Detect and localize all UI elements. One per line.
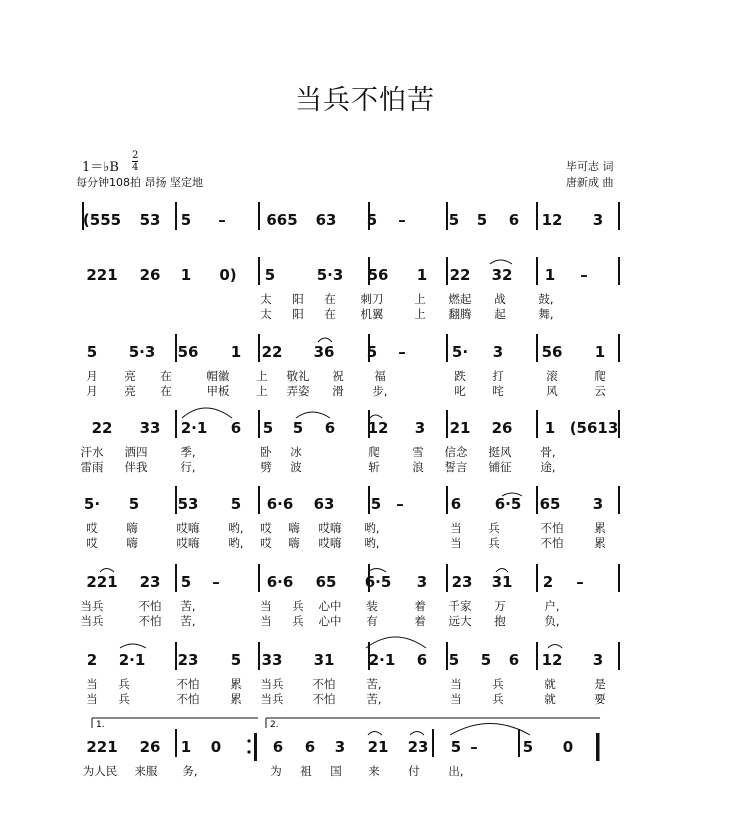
- lyric-verse2: 负,: [544, 614, 560, 628]
- note: 31: [491, 573, 513, 591]
- note: 6·5: [494, 495, 522, 513]
- note: 23: [177, 651, 199, 669]
- lyric-verse2: 滑: [332, 384, 344, 398]
- lyric-verse2: 嗨: [126, 536, 138, 550]
- lyric-verse2: 月: [86, 384, 98, 398]
- lyric-verse2: 咤: [492, 384, 504, 398]
- lyric-verse2: 着: [414, 614, 426, 628]
- lyric-verse1: 打: [492, 369, 504, 383]
- note: –: [470, 738, 478, 756]
- lyric-verse1: 帽徽: [206, 369, 230, 383]
- barline: [446, 564, 448, 592]
- note: 36: [313, 343, 335, 361]
- note: 5: [180, 573, 192, 591]
- lyric-verse1: 来: [368, 764, 380, 778]
- slur: [182, 408, 232, 418]
- score-row: [0, 494, 730, 514]
- score-row: [0, 572, 730, 592]
- note: 33: [261, 651, 283, 669]
- note: 65: [315, 573, 337, 591]
- lyric-verse1: 哎嗨: [318, 521, 342, 535]
- composer-credit: 唐新成 曲: [566, 176, 614, 189]
- lyric-verse1: 祝: [332, 369, 344, 383]
- lyric-verse1: 苦,: [366, 677, 382, 691]
- note: 5: [480, 651, 492, 669]
- lyric-verse1: 当: [450, 521, 462, 535]
- note: 6·5: [364, 573, 392, 591]
- lyric-verse2: 上: [414, 307, 426, 321]
- note: 33: [139, 419, 161, 437]
- lyric-verse1: 爬: [368, 445, 380, 459]
- note: –: [580, 266, 588, 284]
- note: 5: [262, 419, 274, 437]
- barline: [258, 257, 260, 285]
- note: –: [576, 573, 584, 591]
- lyric-verse1: 亮: [124, 369, 136, 383]
- note: 63: [313, 495, 335, 513]
- note: –: [398, 211, 406, 229]
- lyric-verse2: 机翼: [360, 307, 384, 321]
- score-row: [0, 210, 730, 230]
- lyric-verse1: 当: [260, 599, 272, 613]
- lyric-verse1: 出,: [448, 764, 464, 778]
- note: 6: [508, 211, 520, 229]
- note: 5: [86, 343, 98, 361]
- lyric-verse2: 当: [450, 536, 462, 550]
- barline: [618, 642, 620, 670]
- lyric-verse1: 就: [544, 677, 556, 691]
- lyric-verse2: 苦,: [366, 692, 382, 706]
- lyric-verse2: 哎: [260, 536, 272, 550]
- barline: [258, 334, 260, 362]
- lyric-verse2: 弄姿: [286, 384, 310, 398]
- lyric-verse2: 不怕: [540, 536, 564, 550]
- lyric-verse1: 鼓,: [538, 292, 554, 306]
- barline: [536, 642, 538, 670]
- barline: [175, 564, 177, 592]
- note: 5: [448, 651, 460, 669]
- barline: [518, 729, 520, 757]
- note: 32: [491, 266, 513, 284]
- note: 1: [544, 419, 556, 437]
- lyric-verse2: 哎嗨: [176, 536, 200, 550]
- note: 6·6: [266, 573, 294, 591]
- lyric-verse2: 哎: [86, 536, 98, 550]
- lyric-verse1: 上: [414, 292, 426, 306]
- lyric-verse1: 月: [86, 369, 98, 383]
- barline: [258, 564, 260, 592]
- note: 1: [180, 266, 192, 284]
- score-row: [0, 650, 730, 670]
- barline: [175, 202, 177, 230]
- note: 221: [86, 738, 118, 756]
- lyric-verse1: 阳: [292, 292, 304, 306]
- lyric-verse1: 兵: [118, 677, 130, 691]
- note: 22: [261, 343, 283, 361]
- note: 5: [292, 419, 304, 437]
- barline: [175, 334, 177, 362]
- note: 26: [139, 266, 161, 284]
- lyric-verse1: 汗水: [80, 445, 104, 459]
- note: 3: [592, 495, 604, 513]
- note: 56: [177, 343, 199, 361]
- lyric-verse2: 抱: [494, 614, 506, 628]
- note: 5·3: [316, 266, 344, 284]
- note: 3: [416, 573, 428, 591]
- note: 5·: [83, 495, 101, 513]
- lyric-verse1: 当兵: [260, 677, 284, 691]
- barline: [175, 729, 177, 757]
- lyric-verse1: 心中: [318, 599, 342, 613]
- lyric-verse2: 就: [544, 692, 556, 706]
- lyric-verse2: 誓言: [444, 460, 468, 474]
- lyric-verse1: 兵: [492, 677, 504, 691]
- barline: [258, 410, 260, 438]
- score-row: [0, 737, 730, 757]
- lyric-verse1: 跌: [454, 369, 466, 383]
- lyric-verse1: 当: [450, 677, 462, 691]
- note: 1: [544, 266, 556, 284]
- lyric-verse2: 不怕: [312, 692, 336, 706]
- note: 56: [541, 343, 563, 361]
- lyric-verse2: 当兵: [260, 692, 284, 706]
- lyric-verse2: 阳: [292, 307, 304, 321]
- note: 5: [450, 738, 462, 756]
- note: 3: [492, 343, 504, 361]
- barline: [536, 486, 538, 514]
- note: 3: [414, 419, 426, 437]
- note: 65: [539, 495, 561, 513]
- lyric-verse1: 不怕: [176, 677, 200, 691]
- lyric-verse1: 万: [494, 599, 506, 613]
- lyric-verse2: 途,: [540, 460, 556, 474]
- note: 6: [324, 419, 336, 437]
- note: 2: [86, 651, 98, 669]
- slur: [490, 260, 512, 264]
- note: 5: [448, 211, 460, 229]
- key-signature: 1＝♭B: [82, 160, 119, 175]
- lyric-verse2: 兵: [292, 614, 304, 628]
- note: 6: [304, 738, 316, 756]
- note: 6: [416, 651, 428, 669]
- note: 56: [367, 266, 389, 284]
- lyric-verse2: 伴我: [124, 460, 148, 474]
- lyric-verse2: 当兵: [80, 614, 104, 628]
- note: 6: [508, 651, 520, 669]
- note: 5: [264, 266, 276, 284]
- lyric-verse1: 太: [260, 292, 272, 306]
- lyric-verse1: 刺刀: [360, 292, 384, 306]
- note: 2·1: [368, 651, 396, 669]
- lyric-verse1: 着: [414, 599, 426, 613]
- lyric-verse1: 兵: [292, 599, 304, 613]
- note: 22: [449, 266, 471, 284]
- lyric-verse1: 挺风: [488, 445, 512, 459]
- note: 22: [91, 419, 113, 437]
- note: (555: [82, 211, 122, 229]
- lyric-verse1: 燃起: [448, 292, 472, 306]
- barline: [536, 257, 538, 285]
- volta-second-label: 2.: [270, 720, 279, 730]
- lyric-verse2: 铺征: [488, 460, 512, 474]
- note: 5: [366, 211, 378, 229]
- slur: [366, 637, 426, 648]
- lyric-verse1: 千家: [448, 599, 472, 613]
- note: 0: [210, 738, 222, 756]
- note: 23: [451, 573, 473, 591]
- lyric-verse2: 当: [260, 614, 272, 628]
- slur: [368, 732, 382, 736]
- note: 21: [449, 419, 471, 437]
- note: 12: [367, 419, 389, 437]
- meter-bottom: 4: [132, 162, 139, 173]
- lyric-verse1: 哟,: [364, 521, 380, 535]
- lyric-verse1: 为: [270, 764, 282, 778]
- lyric-verse2: 兵: [492, 692, 504, 706]
- barline: [618, 202, 620, 230]
- note: 1: [594, 343, 606, 361]
- barline: [446, 486, 448, 514]
- lyric-verse1: 付: [408, 764, 420, 778]
- lyric-verse2: 雷雨: [80, 460, 104, 474]
- note: 5: [522, 738, 534, 756]
- lyric-verse2: 哎嗨: [318, 536, 342, 550]
- lyric-verse2: 行,: [180, 460, 196, 474]
- lyric-verse1: 累: [594, 521, 606, 535]
- barline: [446, 410, 448, 438]
- barline: [618, 334, 620, 362]
- barline: [258, 202, 260, 230]
- note: 221: [86, 266, 118, 284]
- lyric-verse2: 要: [594, 692, 606, 706]
- lyric-verse1: 嗨: [288, 521, 300, 535]
- barline: [536, 564, 538, 592]
- note: 6: [450, 495, 462, 513]
- lyric-verse2: 甲板: [206, 384, 230, 398]
- lyric-verse1: 苦,: [180, 599, 196, 613]
- note: 0: [562, 738, 574, 756]
- note: 31: [313, 651, 335, 669]
- note: –: [398, 343, 406, 361]
- note: 5: [476, 211, 488, 229]
- lyric-verse2: 心中: [318, 614, 342, 628]
- lyric-verse2: 嗨: [288, 536, 300, 550]
- note: 63: [315, 211, 337, 229]
- lyric-verse2: 兵: [488, 536, 500, 550]
- lyric-verse1: 累: [230, 677, 242, 691]
- barline: [536, 202, 538, 230]
- meter-top: 2: [132, 150, 139, 161]
- note: 1: [230, 343, 242, 361]
- lyric-verse1: 来服: [134, 764, 158, 778]
- lyric-verse2: 上: [256, 384, 268, 398]
- note: 53: [177, 495, 199, 513]
- lyric-verse2: 舞,: [538, 307, 554, 321]
- lyric-verse1: 季,: [180, 445, 196, 459]
- lyric-verse2: 步,: [372, 384, 388, 398]
- lyricist-credit: 毕可志 词: [566, 160, 614, 173]
- note: 221: [86, 573, 118, 591]
- note: 5: [230, 651, 242, 669]
- lyric-verse2: 不怕: [138, 614, 162, 628]
- barline: [536, 334, 538, 362]
- note: 6: [230, 419, 242, 437]
- note: –: [396, 495, 404, 513]
- lyric-verse2: 有: [366, 614, 378, 628]
- lyric-verse2: 累: [594, 536, 606, 550]
- lyric-verse2: 起: [494, 307, 506, 321]
- lyric-verse2: 斩: [368, 460, 380, 474]
- lyric-verse2: 劈: [260, 460, 272, 474]
- lyric-verse2: 翻腾: [448, 307, 472, 321]
- note: 12: [541, 651, 563, 669]
- note: 1: [180, 738, 192, 756]
- lyric-verse1: 战: [494, 292, 506, 306]
- barline: [446, 642, 448, 670]
- lyric-verse2: 浪: [412, 460, 424, 474]
- lyric-verse1: 祖: [300, 764, 312, 778]
- lyric-verse2: 亮: [124, 384, 136, 398]
- lyric-verse1: 务,: [182, 764, 198, 778]
- score-row: [0, 265, 730, 285]
- barline: [446, 257, 448, 285]
- barline: [536, 410, 538, 438]
- slur: [548, 645, 562, 649]
- lyric-verse1: 福: [374, 369, 386, 383]
- note: 6: [272, 738, 284, 756]
- note: 1: [416, 266, 428, 284]
- barline: [175, 642, 177, 670]
- lyric-verse1: 爬: [594, 369, 606, 383]
- barline: [618, 564, 620, 592]
- slur: [120, 644, 146, 648]
- note: 0): [219, 266, 237, 284]
- lyric-verse1: 哎: [260, 521, 272, 535]
- lyric-verse1: 国: [330, 764, 342, 778]
- note: 3: [592, 211, 604, 229]
- lyric-verse1: 为人民: [82, 764, 118, 778]
- lyric-verse2: 不怕: [176, 692, 200, 706]
- barline: [368, 486, 370, 514]
- lyric-verse2: 叱: [454, 384, 466, 398]
- lyric-verse1: 哟,: [228, 521, 244, 535]
- lyric-verse2: 云: [594, 384, 606, 398]
- lyric-verse1: 不怕: [312, 677, 336, 691]
- barline: [446, 334, 448, 362]
- lyric-verse1: 当兵: [80, 599, 104, 613]
- lyric-verse1: 兵: [488, 521, 500, 535]
- lyric-verse2: 哟,: [364, 536, 380, 550]
- lyric-verse2: 苦,: [180, 614, 196, 628]
- lyric-verse1: 骨,: [540, 445, 556, 459]
- barline: [618, 257, 620, 285]
- slur: [410, 732, 424, 736]
- note: 5: [180, 211, 192, 229]
- lyric-verse1: 不怕: [540, 521, 564, 535]
- note: 53: [139, 211, 161, 229]
- lyric-verse1: 哎嗨: [176, 521, 200, 535]
- barline: [258, 642, 260, 670]
- note: 23: [139, 573, 161, 591]
- note: 5: [230, 495, 242, 513]
- note: 6·6: [266, 495, 294, 513]
- lyric-verse1: 上: [256, 369, 268, 383]
- lyric-verse2: 在: [324, 307, 336, 321]
- lyric-verse1: 户,: [544, 599, 560, 613]
- barline: [618, 486, 620, 514]
- song-title: 当兵不怕苦: [295, 85, 435, 116]
- lyric-verse1: 雪: [412, 445, 424, 459]
- lyric-verse1: 卧: [260, 445, 272, 459]
- note: –: [218, 211, 226, 229]
- lyric-verse2: 远大: [448, 614, 472, 628]
- barline: [175, 410, 177, 438]
- lyric-verse1: 嗨: [126, 521, 138, 535]
- note: 26: [491, 419, 513, 437]
- tempo-marking: 每分钟108拍 昂扬 坚定地: [76, 176, 203, 189]
- lyric-verse1: 洒四: [124, 445, 148, 459]
- note: 3: [592, 651, 604, 669]
- note: 5: [128, 495, 140, 513]
- note: 2: [542, 573, 554, 591]
- lyric-verse1: 在: [324, 292, 336, 306]
- lyric-verse1: 当: [86, 677, 98, 691]
- lyric-verse1: 在: [160, 369, 172, 383]
- note: (5613: [569, 419, 619, 437]
- lyric-verse2: 波: [290, 460, 302, 474]
- lyric-verse2: 兵: [118, 692, 130, 706]
- note: 5: [366, 343, 378, 361]
- lyric-verse2: 累: [230, 692, 242, 706]
- lyric-verse1: 信念: [444, 445, 468, 459]
- score-row: [0, 418, 730, 438]
- lyric-verse2: 哟,: [228, 536, 244, 550]
- note: 12: [541, 211, 563, 229]
- lyric-verse1: 是: [594, 677, 606, 691]
- note: 21: [367, 738, 389, 756]
- score-row: [0, 342, 730, 362]
- barline: [432, 729, 434, 757]
- lyric-verse2: 风: [546, 384, 558, 398]
- note: 5: [370, 495, 382, 513]
- barline: [446, 202, 448, 230]
- note: 5·3: [128, 343, 156, 361]
- lyric-verse1: 滚: [546, 369, 558, 383]
- note: 5·: [451, 343, 469, 361]
- note: 2·1: [180, 419, 208, 437]
- note: 665: [266, 211, 298, 229]
- barline: [258, 486, 260, 514]
- lyric-verse1: 冰: [290, 445, 302, 459]
- lyric-verse2: 在: [160, 384, 172, 398]
- note: 26: [139, 738, 161, 756]
- lyric-verse1: 不怕: [138, 599, 162, 613]
- barline: [175, 486, 177, 514]
- note: 23: [407, 738, 429, 756]
- note: 2·1: [118, 651, 146, 669]
- note: –: [212, 573, 220, 591]
- note: 3: [334, 738, 346, 756]
- lyric-verse1: 敬礼: [286, 369, 310, 383]
- time-signature: [132, 150, 138, 173]
- lyric-verse2: 太: [260, 307, 272, 321]
- lyric-verse1: 装: [366, 599, 378, 613]
- lyric-verse2: 当: [450, 692, 462, 706]
- lyric-verse1: 哎: [86, 521, 98, 535]
- volta-first-label: 1.: [96, 720, 105, 730]
- lyric-verse2: 当: [86, 692, 98, 706]
